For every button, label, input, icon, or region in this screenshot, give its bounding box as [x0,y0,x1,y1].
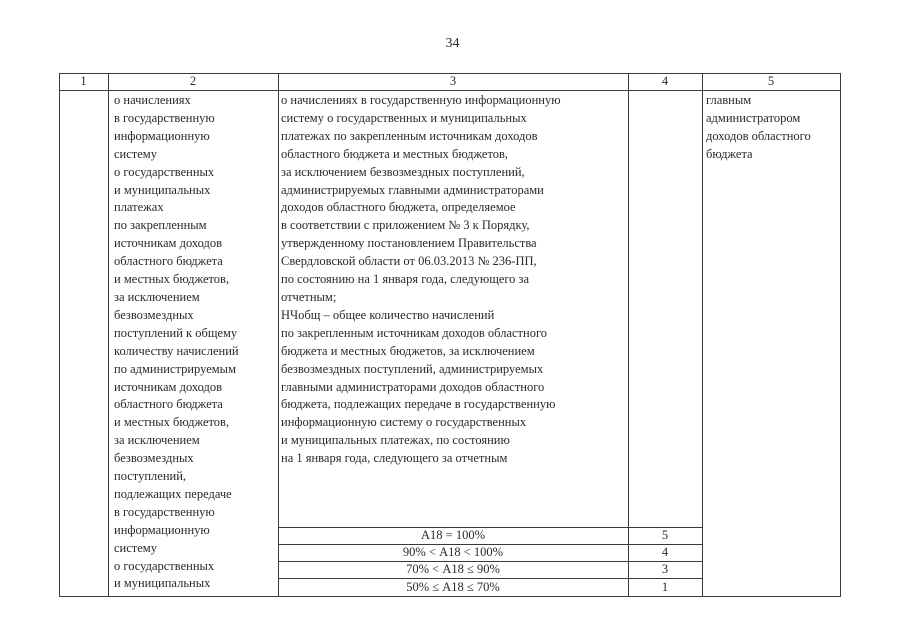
text-line: бюджета, подлежащих передаче в государственную [281,397,556,412]
text-line: областного бюджета [114,254,223,269]
text-line: информационную [114,128,210,143]
header-cell-5: 5 [767,74,775,88]
text-line: платежах по закрепленным источникам доходов [281,128,538,143]
responsible-cell [706,92,811,164]
text-line: главными администраторами доходов областного [281,379,545,394]
text-line: о начислениях в государственную информационную [281,93,561,107]
text-line: в государственную [114,504,215,519]
header-cell-4: 4 [661,74,669,88]
text-line: о начислениях [114,93,191,107]
criteria-condition: 70% < А18 ≤ 90% [406,562,500,576]
table-right-border [840,73,841,597]
text-line: систему [114,540,157,555]
text-line: по состоянию на 1 января года, следующего за [281,272,530,287]
text-line: НЧобщ – общее количество начислений [281,307,495,322]
text-line: областного бюджета и местных бюджетов, [281,146,509,161]
text-line: и муниципальных [114,576,211,591]
text-line: по закрепленным [114,218,207,233]
criteria-condition: 50% ≤ А18 ≤ 70% [406,580,500,594]
criteria-score: 5 [661,528,669,542]
column-3-4-divider [628,73,629,597]
text-line: о государственных [114,164,215,179]
text-line: на 1 января года, следующего за отчетным [281,451,508,466]
column-4-5-divider [702,73,703,597]
text-line: безвозмездных [114,307,194,322]
text-line: источникам доходов [114,236,223,251]
text-line: доходов областного бюджета, определяемое [281,200,516,215]
text-line: безвозмездных поступлений, администрируемых [281,361,544,376]
text-line: за исключением безвозмездных поступлений, [281,164,525,179]
text-line: систему [114,146,157,161]
text-line: безвозмездных [114,451,194,466]
text-line: Свердловской области от 06.03.2013 № 236-ПП, [281,254,537,269]
text-line: и местных бюджетов, [114,272,230,287]
text-line: поступлений к общему [114,325,238,340]
page-number: 34 [445,36,460,51]
indicator-table [59,73,841,597]
text-line: систему о государственных и муниципальных [281,110,527,125]
text-line: администрируемых главными администраторами [281,182,544,197]
table-bottom-border [59,596,841,597]
text-line: главным [706,93,752,107]
header-bottom-border [59,90,841,91]
criteria-condition: 90% < А18 < 100% [402,545,504,559]
column-1-2-divider [108,73,109,597]
calculation-description-cell [281,92,561,468]
text-line: отчетным; [281,289,337,304]
text-line: администратором [706,110,801,125]
text-line: подлежащих передаче [114,486,232,501]
criteria-condition: А18 = 100% [421,528,485,542]
text-line: и муниципальных [114,182,211,197]
criteria-score: 3 [661,562,669,576]
text-line: источникам доходов [114,379,223,394]
text-line: платежах [114,200,164,215]
text-line: по администрируемым [114,361,236,376]
text-line: о государственных [114,558,215,573]
header-cell-2: 2 [189,74,197,88]
text-line: доходов областного [706,128,811,143]
criteria-score: 1 [661,580,669,594]
text-line: и муниципальных платежах, по состоянию [281,433,510,448]
text-line: и местных бюджетов, [114,415,230,430]
header-cell-3: 3 [449,74,457,88]
text-line: утвержденному постановлением Правительства [281,236,537,251]
text-line: информационную [114,522,210,537]
text-line: в соответствии с приложением № 3 к Порядку, [281,218,530,233]
text-line: по закрепленным источникам доходов областного [281,325,548,340]
text-line: поступлений, [114,469,187,484]
text-line: бюджета и местных бюджетов, за исключением [281,343,535,358]
indicator-name-cell [114,92,239,593]
table-left-border [59,73,60,597]
text-line: информационную систему о государственных [281,415,527,430]
text-line: в государственную [114,110,215,125]
text-line: областного бюджета [114,397,223,412]
header-cell-1: 1 [80,74,87,88]
text-line: за исключением [114,289,200,304]
text-line: за исключением [114,433,200,448]
text-line: бюджета [706,146,753,161]
text-line: количеству начислений [114,343,239,358]
criteria-score: 4 [661,545,669,559]
column-2-3-divider [278,73,279,597]
